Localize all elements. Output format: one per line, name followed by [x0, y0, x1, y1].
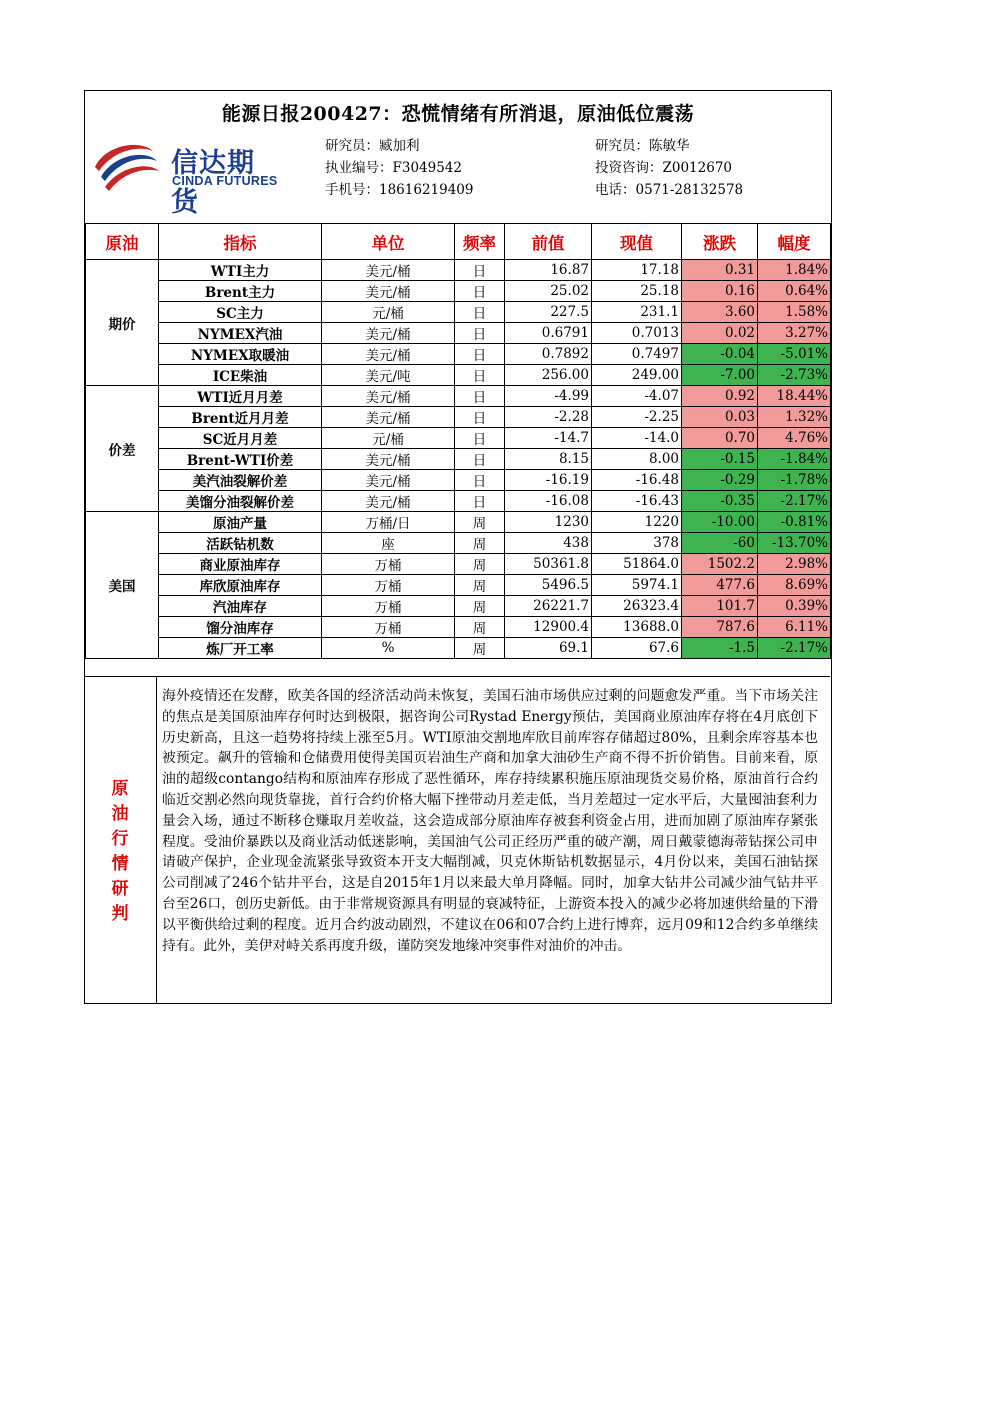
frequency-cell: 日 [455, 365, 505, 386]
current-value: -4.07 [592, 386, 682, 407]
change-percent: -13.70% [758, 533, 831, 554]
change-value: -7.00 [682, 365, 758, 386]
change-percent: -5.01% [758, 344, 831, 365]
previous-value: 8.15 [505, 449, 592, 470]
change-value: 0.70 [682, 428, 758, 449]
frequency-cell: 周 [455, 617, 505, 638]
researcher-info-1 [325, 135, 473, 201]
change-percent: 18.44% [758, 386, 831, 407]
cinda-logo-icon [91, 137, 161, 197]
current-value: 25.18 [592, 281, 682, 302]
change-percent: 3.27% [758, 323, 831, 344]
indicator-name: 活跃钻机数 [159, 533, 322, 554]
change-percent: 6.11% [758, 617, 831, 638]
frequency-cell: 日 [455, 407, 505, 428]
current-value: 249.00 [592, 365, 682, 386]
previous-value: 227.5 [505, 302, 592, 323]
table-row [86, 638, 831, 659]
frequency-cell: 日 [455, 302, 505, 323]
previous-value: 26221.7 [505, 596, 592, 617]
change-percent: -2.17% [758, 491, 831, 512]
previous-value: 16.87 [505, 260, 592, 281]
change-value: -60 [682, 533, 758, 554]
researcher-info-2 [595, 135, 743, 201]
previous-value: 1230 [505, 512, 592, 533]
change-value: -0.15 [682, 449, 758, 470]
logo-english-name: CINDA FUTURES [172, 174, 278, 188]
crude-data-table [85, 223, 831, 659]
change-percent: 2.98% [758, 554, 831, 575]
current-value: 17.18 [592, 260, 682, 281]
current-value: 51864.0 [592, 554, 682, 575]
indicator-name: 美汽油裂解价差 [159, 470, 322, 491]
phone-number: 手机号：18616219409 [325, 182, 474, 198]
unit-cell: 万桶/日 [322, 512, 455, 533]
frequency-cell: 日 [455, 386, 505, 407]
table-row [86, 344, 831, 365]
phone-number: 电话：0571-28132578 [595, 182, 744, 198]
change-percent: -2.17% [758, 638, 831, 659]
table-header-cell: 幅度 [758, 224, 831, 260]
current-value: 0.7497 [592, 344, 682, 365]
indicator-name: 商业原油库存 [159, 554, 322, 575]
table-header-cell: 频率 [455, 224, 505, 260]
frequency-cell: 日 [455, 428, 505, 449]
table-header-cell: 指标 [159, 224, 322, 260]
cinda-logo [91, 137, 281, 218]
previous-value: 69.1 [505, 638, 592, 659]
frequency-cell: 日 [455, 260, 505, 281]
table-row [86, 617, 831, 638]
unit-cell: 美元/桶 [322, 323, 455, 344]
unit-cell: 元/桶 [322, 302, 455, 323]
change-value: -1.5 [682, 638, 758, 659]
change-percent: 1.58% [758, 302, 831, 323]
previous-value: 0.7892 [505, 344, 592, 365]
indicator-name: WTI主力 [159, 260, 322, 281]
unit-cell: 座 [322, 533, 455, 554]
change-percent: 4.76% [758, 428, 831, 449]
change-value: 0.16 [682, 281, 758, 302]
frequency-cell: 日 [455, 449, 505, 470]
table-row [86, 449, 831, 470]
frequency-cell: 日 [455, 281, 505, 302]
table-header-cell: 单位 [322, 224, 455, 260]
table-row [86, 323, 831, 344]
frequency-cell: 周 [455, 596, 505, 617]
license-number: 执业编号：F3049542 [325, 160, 462, 176]
previous-value: 50361.8 [505, 554, 592, 575]
table-row [86, 281, 831, 302]
indicator-name: Brent主力 [159, 281, 322, 302]
previous-value: 25.02 [505, 281, 592, 302]
indicator-name: Brent近月月差 [159, 407, 322, 428]
frequency-cell: 日 [455, 491, 505, 512]
table-row [86, 491, 831, 512]
unit-cell: 万桶 [322, 596, 455, 617]
unit-cell: 美元/桶 [322, 344, 455, 365]
unit-cell: 美元/吨 [322, 365, 455, 386]
indicator-name: SC近月月差 [159, 428, 322, 449]
unit-cell: 美元/桶 [322, 470, 455, 491]
change-value: 0.31 [682, 260, 758, 281]
unit-cell: 美元/桶 [322, 407, 455, 428]
indicator-name: NYMEX汽油 [159, 323, 322, 344]
unit-cell: 美元/桶 [322, 386, 455, 407]
indicator-name: NYMEX取暖油 [159, 344, 322, 365]
previous-value: -2.28 [505, 407, 592, 428]
change-percent: -1.84% [758, 449, 831, 470]
group-label: 期价 [86, 260, 159, 386]
unit-cell: % [322, 638, 455, 659]
current-value: 1220 [592, 512, 682, 533]
indicator-name: 原油产量 [159, 512, 322, 533]
table-row [86, 533, 831, 554]
current-value: 5974.1 [592, 575, 682, 596]
unit-cell: 元/桶 [322, 428, 455, 449]
table-row [86, 365, 831, 386]
table-row [86, 512, 831, 533]
analysis-section [85, 676, 830, 1004]
change-value: 0.02 [682, 323, 758, 344]
unit-cell: 美元/桶 [322, 281, 455, 302]
current-value: -16.48 [592, 470, 682, 491]
unit-cell: 万桶 [322, 554, 455, 575]
unit-cell: 万桶 [322, 575, 455, 596]
analysis-label-cell [85, 677, 157, 1004]
frequency-cell: 周 [455, 512, 505, 533]
group-label: 美国 [86, 512, 159, 659]
current-value: 8.00 [592, 449, 682, 470]
table-header-cell: 现值 [592, 224, 682, 260]
current-value: 378 [592, 533, 682, 554]
indicator-name: 库欣原油库存 [159, 575, 322, 596]
table-row [86, 386, 831, 407]
indicator-name: 馏分油库存 [159, 617, 322, 638]
indicator-name: ICE柴油 [159, 365, 322, 386]
analysis-label: 原 油 行 情 研 判 [111, 779, 129, 924]
frequency-cell: 周 [455, 533, 505, 554]
frequency-cell: 日 [455, 470, 505, 491]
change-percent: 0.39% [758, 596, 831, 617]
current-value: -16.43 [592, 491, 682, 512]
table-header-cell: 涨跌 [682, 224, 758, 260]
consult-number: 投资咨询：Z0012670 [595, 160, 733, 176]
change-percent: 8.69% [758, 575, 831, 596]
table-header-cell: 原油 [86, 224, 159, 260]
researcher-name: 研究员：陈敏华 [595, 138, 690, 154]
change-percent: 1.84% [758, 260, 831, 281]
change-value: 3.60 [682, 302, 758, 323]
table-row [86, 470, 831, 491]
current-value: 0.7013 [592, 323, 682, 344]
table-header-row [86, 224, 831, 260]
previous-value: -14.7 [505, 428, 592, 449]
frequency-cell: 周 [455, 575, 505, 596]
change-value: 787.6 [682, 617, 758, 638]
report-frame [84, 90, 832, 1004]
logo-chinese-name: 信达期货 [171, 148, 255, 218]
indicator-name: 炼厂开工率 [159, 638, 322, 659]
researcher-name: 研究员：臧加利 [325, 138, 420, 154]
frequency-cell: 周 [455, 554, 505, 575]
current-value: 231.1 [592, 302, 682, 323]
previous-value: 256.00 [505, 365, 592, 386]
table-row [86, 428, 831, 449]
previous-value: 438 [505, 533, 592, 554]
table-row [86, 596, 831, 617]
table-row [86, 302, 831, 323]
change-percent: -2.73% [758, 365, 831, 386]
table-row [86, 407, 831, 428]
previous-value: -4.99 [505, 386, 592, 407]
change-value: -0.29 [682, 470, 758, 491]
previous-value: 5496.5 [505, 575, 592, 596]
change-value: 0.03 [682, 407, 758, 428]
report-title: 能源日报200427：恐慌情绪有所消退，原油低位震荡 [221, 103, 695, 125]
table-header-cell: 前值 [505, 224, 592, 260]
change-percent: -0.81% [758, 512, 831, 533]
change-value: -10.00 [682, 512, 758, 533]
indicator-name: 汽油库存 [159, 596, 322, 617]
change-percent: 1.32% [758, 407, 831, 428]
change-percent: 0.64% [758, 281, 831, 302]
change-value: 477.6 [682, 575, 758, 596]
indicator-name: SC主力 [159, 302, 322, 323]
change-value: -0.04 [682, 344, 758, 365]
change-value: 0.92 [682, 386, 758, 407]
current-value: 26323.4 [592, 596, 682, 617]
unit-cell: 美元/桶 [322, 491, 455, 512]
table-row [86, 575, 831, 596]
unit-cell: 美元/桶 [322, 260, 455, 281]
frequency-cell: 日 [455, 323, 505, 344]
frequency-cell: 日 [455, 344, 505, 365]
change-percent: -1.78% [758, 470, 831, 491]
current-value: -14.0 [592, 428, 682, 449]
current-value: 67.6 [592, 638, 682, 659]
previous-value: 12900.4 [505, 617, 592, 638]
table-row [86, 554, 831, 575]
previous-value: -16.08 [505, 491, 592, 512]
previous-value: 0.6791 [505, 323, 592, 344]
unit-cell: 万桶 [322, 617, 455, 638]
change-value: 101.7 [682, 596, 758, 617]
indicator-name: WTI近月月差 [159, 386, 322, 407]
group-label: 价差 [86, 386, 159, 512]
table-row [86, 260, 831, 281]
unit-cell: 美元/桶 [322, 449, 455, 470]
current-value: 13688.0 [592, 617, 682, 638]
indicator-name: Brent-WTI价差 [159, 449, 322, 470]
previous-value: -16.19 [505, 470, 592, 491]
current-value: -2.25 [592, 407, 682, 428]
change-value: -0.35 [682, 491, 758, 512]
indicator-name: 美馏分油裂解价差 [159, 491, 322, 512]
analysis-text: 海外疫情还在发酵，欧美各国的经济活动尚未恢复，美国石油市场供应过剩的问题愈发严重。当下市场关注的焦点是美国原油库存何时达到极限，据咨询公司Rystad Energy预估，美国商业原油库存将在4月底创下历史新高，且这一趋势将持续上涨至5月。WTI原油交割地库欣目前库容存储超过80%，且剩余库容基本也被预定。飙升的管输和仓储费用使得美国页岩油生产商和加拿大油砂生产商不得不折价销售。目前来看，原油的超级contango结构和原油库存形成了恶性循环，库存持续累积施压原油现货交易价格，原油首行合约临近交割必然向现货靠拢，首行合约价格大幅下挫带动月差走低，当月差超过一定水平后，大量囤油套利力量会入场，通过不断移仓赚取月差收益，这会造成部分原油库存被套利资金占用，进而加剧了原油库存紧张程度。受油价暴跌以及商业活动低迷影响，美国油气公司正经历严重的破产潮，周日戴蒙德海蒂钻探公司申请破产保护，企业现金流紧张导致资本开支大幅削减，贝克休斯钻机数据显示，4月份以来，美国石油钻探公司削减了246个钻井平台，这是自2015年1月以来最大单月降幅。同时，加拿大钻井公司减少油气钻井平台至26口，创历史新低。由于非常规资源具有明显的衰减特征，上游资本投入的减少必将加速供给量的下滑以平衡供给过剩的程度。近月合约波动剧烈，不建议在06和07合约上进行博弈，远月09和12合约多单继续持有。此外，美伊对峙关系再度升级，谨防突发地缘冲突事件对油价的冲击。 [162, 688, 818, 954]
change-value: 1502.2 [682, 554, 758, 575]
frequency-cell: 周 [455, 638, 505, 659]
